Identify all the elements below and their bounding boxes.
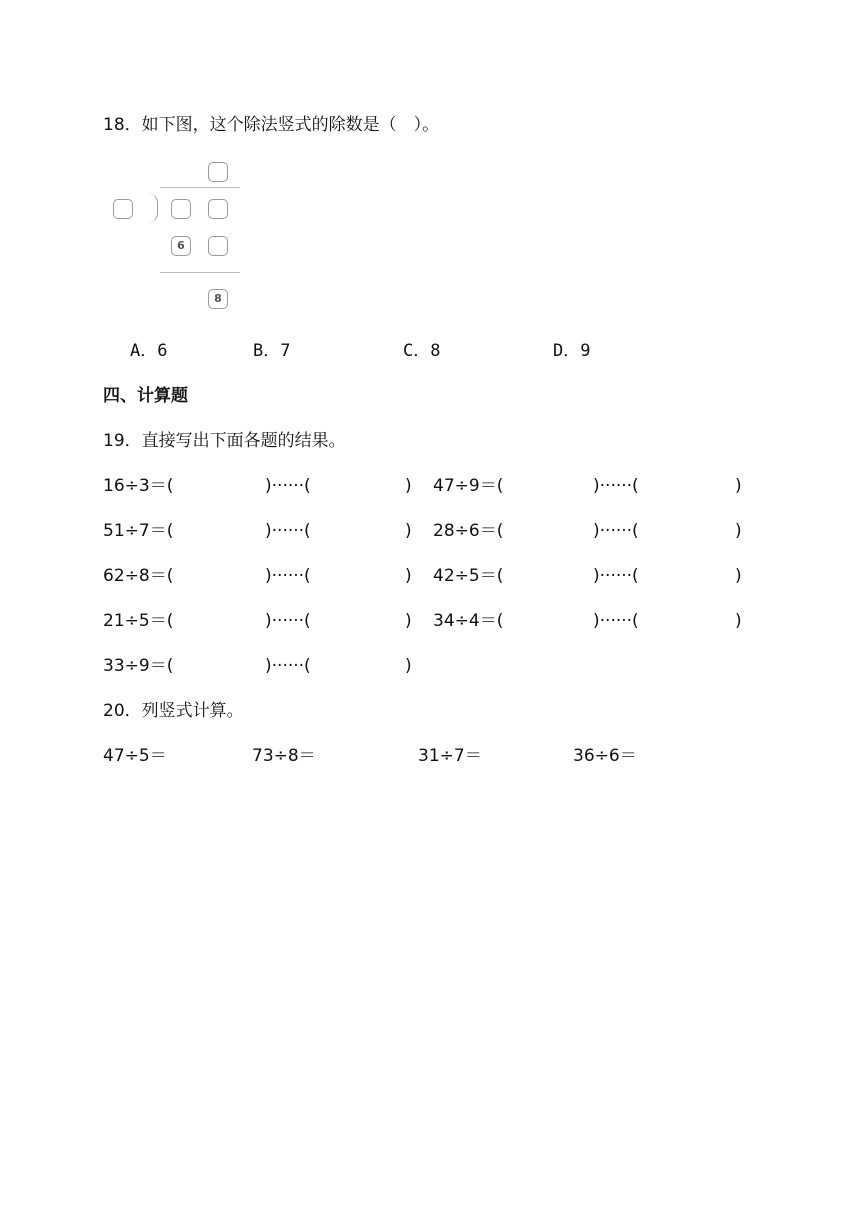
remainder-box: 8 bbox=[208, 289, 228, 309]
option-a-value: 6 bbox=[157, 341, 168, 361]
option-b-letter: B． bbox=[253, 341, 281, 361]
vertical-calc-row bbox=[0, 744, 860, 768]
calc-expr: 33÷9＝( bbox=[103, 656, 174, 676]
option-a[interactable] bbox=[130, 339, 168, 363]
calc-quotient-close: )······( bbox=[265, 611, 311, 631]
dividend-tens-box bbox=[171, 199, 191, 219]
calc-quotient-close: )······( bbox=[593, 566, 639, 586]
subtraction-line bbox=[160, 272, 240, 273]
section-heading: 四、计算题 bbox=[103, 386, 188, 406]
calc-quotient-close: )······( bbox=[593, 611, 639, 631]
calc-quotient-close: )······( bbox=[593, 476, 639, 496]
calc-remainder-close: ) bbox=[405, 656, 412, 676]
question-19-stem: 19．直接写出下面各题的结果。 bbox=[103, 431, 346, 451]
calc-quotient-close: )······( bbox=[265, 566, 311, 586]
product-tens-box: 6 bbox=[171, 236, 191, 256]
option-c[interactable] bbox=[403, 339, 441, 363]
calc-expr: 16÷3＝( bbox=[103, 476, 174, 496]
calc-remainder-close: ) bbox=[405, 521, 412, 541]
calc-quotient-close: )······( bbox=[265, 521, 311, 541]
option-d[interactable] bbox=[553, 339, 591, 363]
calc-quotient-close: )······( bbox=[265, 476, 311, 496]
calc-expr: 28÷6＝( bbox=[433, 521, 504, 541]
calc-remainder-close: ) bbox=[735, 476, 742, 496]
calc-remainder-close: ) bbox=[735, 611, 742, 631]
option-b-value: 7 bbox=[280, 341, 291, 361]
option-d-letter: D． bbox=[553, 341, 581, 361]
calc-quotient-close: )······( bbox=[593, 521, 639, 541]
vertical-calc-item: 73÷8＝ bbox=[252, 746, 316, 766]
calc-expr: 51÷7＝( bbox=[103, 521, 174, 541]
option-d-value: 9 bbox=[580, 341, 591, 361]
calc-expr: 21÷5＝( bbox=[103, 611, 174, 631]
option-b[interactable] bbox=[253, 339, 291, 363]
calc-row-5 bbox=[0, 654, 860, 678]
option-c-letter: C． bbox=[403, 341, 431, 361]
product-ones-box bbox=[208, 236, 228, 256]
division-bar bbox=[160, 187, 240, 188]
dividend-ones-box bbox=[208, 199, 228, 219]
question-20-stem: 20．列竖式计算。 bbox=[103, 701, 244, 721]
calc-row-2 bbox=[0, 519, 860, 543]
calc-expr: 42÷5＝( bbox=[433, 566, 504, 586]
calc-expr: 34÷4＝( bbox=[433, 611, 504, 631]
option-a-letter: A． bbox=[130, 341, 158, 361]
vertical-calc-item: 36÷6＝ bbox=[573, 746, 637, 766]
calc-remainder-close: ) bbox=[405, 611, 412, 631]
calc-remainder-close: ) bbox=[405, 476, 412, 496]
calc-expr: 62÷8＝( bbox=[103, 566, 174, 586]
quotient-box bbox=[208, 162, 228, 182]
calc-row-4 bbox=[0, 609, 860, 633]
calc-expr: 47÷9＝( bbox=[433, 476, 504, 496]
question-18-stem: 18．如下图，这个除法竖式的除数是（ ）。 bbox=[103, 115, 440, 135]
calc-remainder-close: ) bbox=[405, 566, 412, 586]
calc-remainder-close: ) bbox=[735, 521, 742, 541]
calc-quotient-close: )······( bbox=[265, 656, 311, 676]
calc-row-1 bbox=[0, 474, 860, 498]
calc-remainder-close: ) bbox=[735, 566, 742, 586]
divisor-box bbox=[113, 199, 133, 219]
calc-row-3 bbox=[0, 564, 860, 588]
division-bracket bbox=[148, 193, 158, 223]
vertical-calc-item: 47÷5＝ bbox=[103, 746, 167, 766]
option-c-value: 8 bbox=[430, 341, 441, 361]
vertical-calc-item: 31÷7＝ bbox=[418, 746, 482, 766]
